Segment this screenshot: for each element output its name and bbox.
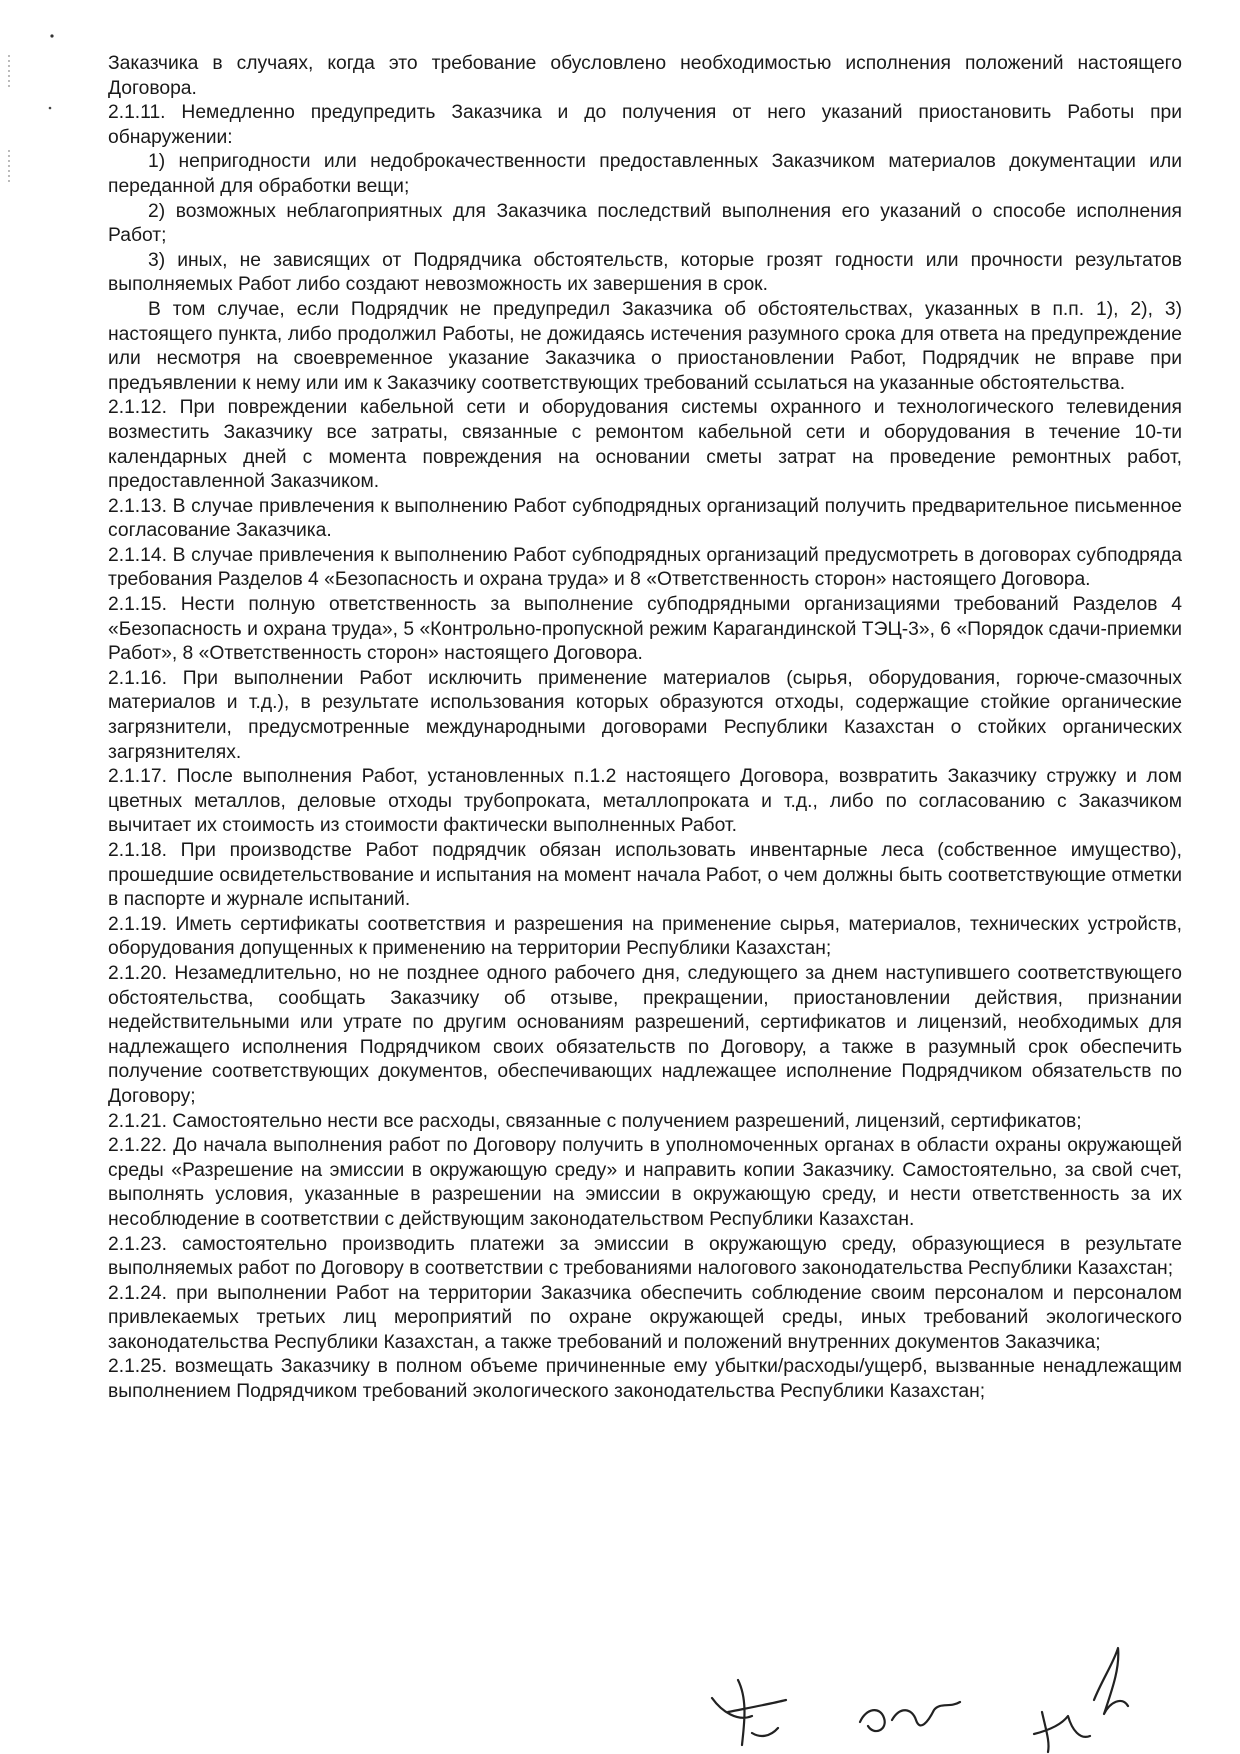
- paragraph-2-1-24: 2.1.24. при выполнении Работ на территории Заказчика обеспечить соблюдение своим персоналом и персоналом привлекаемых третьих лиц мероприятий по охране окружающей среды, иных требований экологического законодательства Республики Казахстан, а также требований и положений внутренних документов Заказчика;: [108, 1282, 1182, 1353]
- paragraph-2-1-25: 2.1.25. возмещать Заказчику в полном объеме причиненные ему убытки/расходы/ущерб, вызванные ненадлежащим выполнением Подрядчиком требований экологического законодательства Республики Казахстан;: [108, 1356, 1182, 1403]
- paragraph-2-1-18: 2.1.18. При производстве Работ подрядчик обязан использовать инвентарные леса (собственное имущество), прошедшие освидетельствование и испытания на момент начала Работ, о чем должны быть соответствующие отметки в паспорте и журнале испытаний.: [108, 840, 1182, 911]
- signature-1: [712, 1680, 786, 1745]
- paragraph-2-1-11-item-1: 1) непригодности или недоброкачественности предоставленных Заказчиком материалов документации или переданной для обработки вещи;: [108, 151, 1182, 197]
- document-body: [108, 52, 1182, 1405]
- paragraph-2-1-12: 2.1.12. При повреждении кабельной сети и оборудования системы охранного и технологического телевидения возместить Заказчику все затраты, связанные с ремонтом кабельной сети и оборудования в течение 10-ти календарных дней с момента повреждения на основании сметы затрат на проведение ремонтных работ, предоставленной Заказчиком.: [108, 397, 1182, 493]
- signature-3: [1034, 1648, 1128, 1752]
- paragraph-2-1-13: 2.1.13. В случае привлечения к выполнению Работ субподрядных организаций получить предварительное письменное согласование Заказчика.: [108, 495, 1182, 542]
- paragraph-2-1-17: 2.1.17. После выполнения Работ, установленных п.1.2 настоящего Договора, возвратить Заказчику стружку и лом цветных металлов, деловые отходы трубопроката, металлопроката и т.д., либо по согласованию с Заказчиком вычитает их стоимость из стоимости фактически выполненных Работ.: [108, 766, 1182, 837]
- paragraph-2-1-11: 2.1.11. Немедленно предупредить Заказчика и до получения от него указаний приостановить Работы при обнаружении:: [108, 102, 1182, 148]
- paragraph-2-1-11-item-3: 3) иных, не зависящих от Подрядчика обстоятельств, которые грозят годности или прочности результатов выполняемых Работ либо создают невозможность их завершения в срок.: [108, 249, 1182, 296]
- paragraph-2-1-22: 2.1.22. До начала выполнения работ по Договору получить в уполномоченных органах в области охраны окружающей среды «Разрешение на эмиссии в окружающую среду» и направить копии Заказчику. Самостоятельно, за свой счет, выполнять условия, указанные в разрешении на эмиссии в окружающую среду, и нести ответственность за их несоблюдение в соответствии с действующим законодательством Республики Казахстан.: [108, 1135, 1182, 1230]
- paragraph-continuation: Заказчика в случаях, когда это требование обусловлено необходимостью исполнения положений настоящего Договора.: [108, 53, 1182, 99]
- paragraph-2-1-15: 2.1.15. Нести полную ответственность за выполнение субподрядными организациями требований Разделов 4 «Безопасность и охрана труда», 5 «Контрольно-пропускной режим Карагандинской ТЭЦ-3», 6 «Порядок сдачи-приемки Работ», 8 «Ответственность сторон» настоящего Договора.: [108, 594, 1182, 665]
- scan-margin-marks: [0, 0, 60, 260]
- paragraph-2-1-14: 2.1.14. В случае привлечения к выполнению Работ субподрядных организаций предусмотреть в договорах субподряда требования Разделов 4 «Безопасность и охрана труда» и 8 «Ответственность сторон» настоящего Договора.: [108, 544, 1182, 591]
- paragraph-2-1-21: 2.1.21. Самостоятельно нести все расходы, связанные с получением разрешений, лицензий, сертификатов;: [108, 1110, 1082, 1132]
- signature-2: [860, 1702, 960, 1731]
- paragraph-2-1-16: 2.1.16. При выполнении Работ исключить применение материалов (сырья, оборудования, горюче-смазочных материалов и т.д.), в результате использования которых образуются отходы, содержащие стойкие органические загрязнители, предусмотренные международными договорами Республики Казахстан о стойких органических загрязнителях.: [108, 667, 1182, 763]
- paragraph-2-1-23: 2.1.23. самостоятельно производить платежи за эмиссии в окружающую среду, образующиеся в результате выполняемых работ по Договору в соответствии с требованиями налогового законодательства Республики Казахстан;: [108, 1233, 1182, 1280]
- paragraph-2-1-20: 2.1.20. Незамедлительно, но не позднее одного рабочего дня, следующего за днем наступившего соответствующего обстоятельства, сообщать Заказчику об отзыве, прекращении, приостановлении действия, признании недействительными или утрате по другим основаниям разрешений, сертификатов и лицензий, необходимых для надлежащего исполнения Подрядчиком своих обязательств по Договору, а также в разумный срок обеспечить получение соответствующих документов, обеспечивающих надлежащее исполнение Подрядчиком обязательств по Договору;: [108, 962, 1182, 1107]
- paragraph-2-1-19: 2.1.19. Иметь сертификаты соответствия и разрешения на применение сырья, материалов, технических устройств, оборудования допущенных к применению на территории Республики Казахстан;: [108, 913, 1182, 960]
- paragraph-2-1-11-note: В том случае, если Подрядчик не предупредил Заказчика об обстоятельствах, указанных в п.п. 1), 2), 3) настоящего пункта, либо продолжил Работы, не дожидаясь истечения разумного срока для ответа на предупреждение или несмотря на своевременное указание Заказчика о приостановлении Работ, Подрядчик не вправе при предъявлении к нему или им к Заказчику соответствующих требований ссылаться на указанные обстоятельства.: [108, 298, 1182, 394]
- paragraph-2-1-11-item-2: 2) возможных неблагоприятных для Заказчика последствий выполнения его указаний о способе исполнения Работ;: [108, 200, 1182, 247]
